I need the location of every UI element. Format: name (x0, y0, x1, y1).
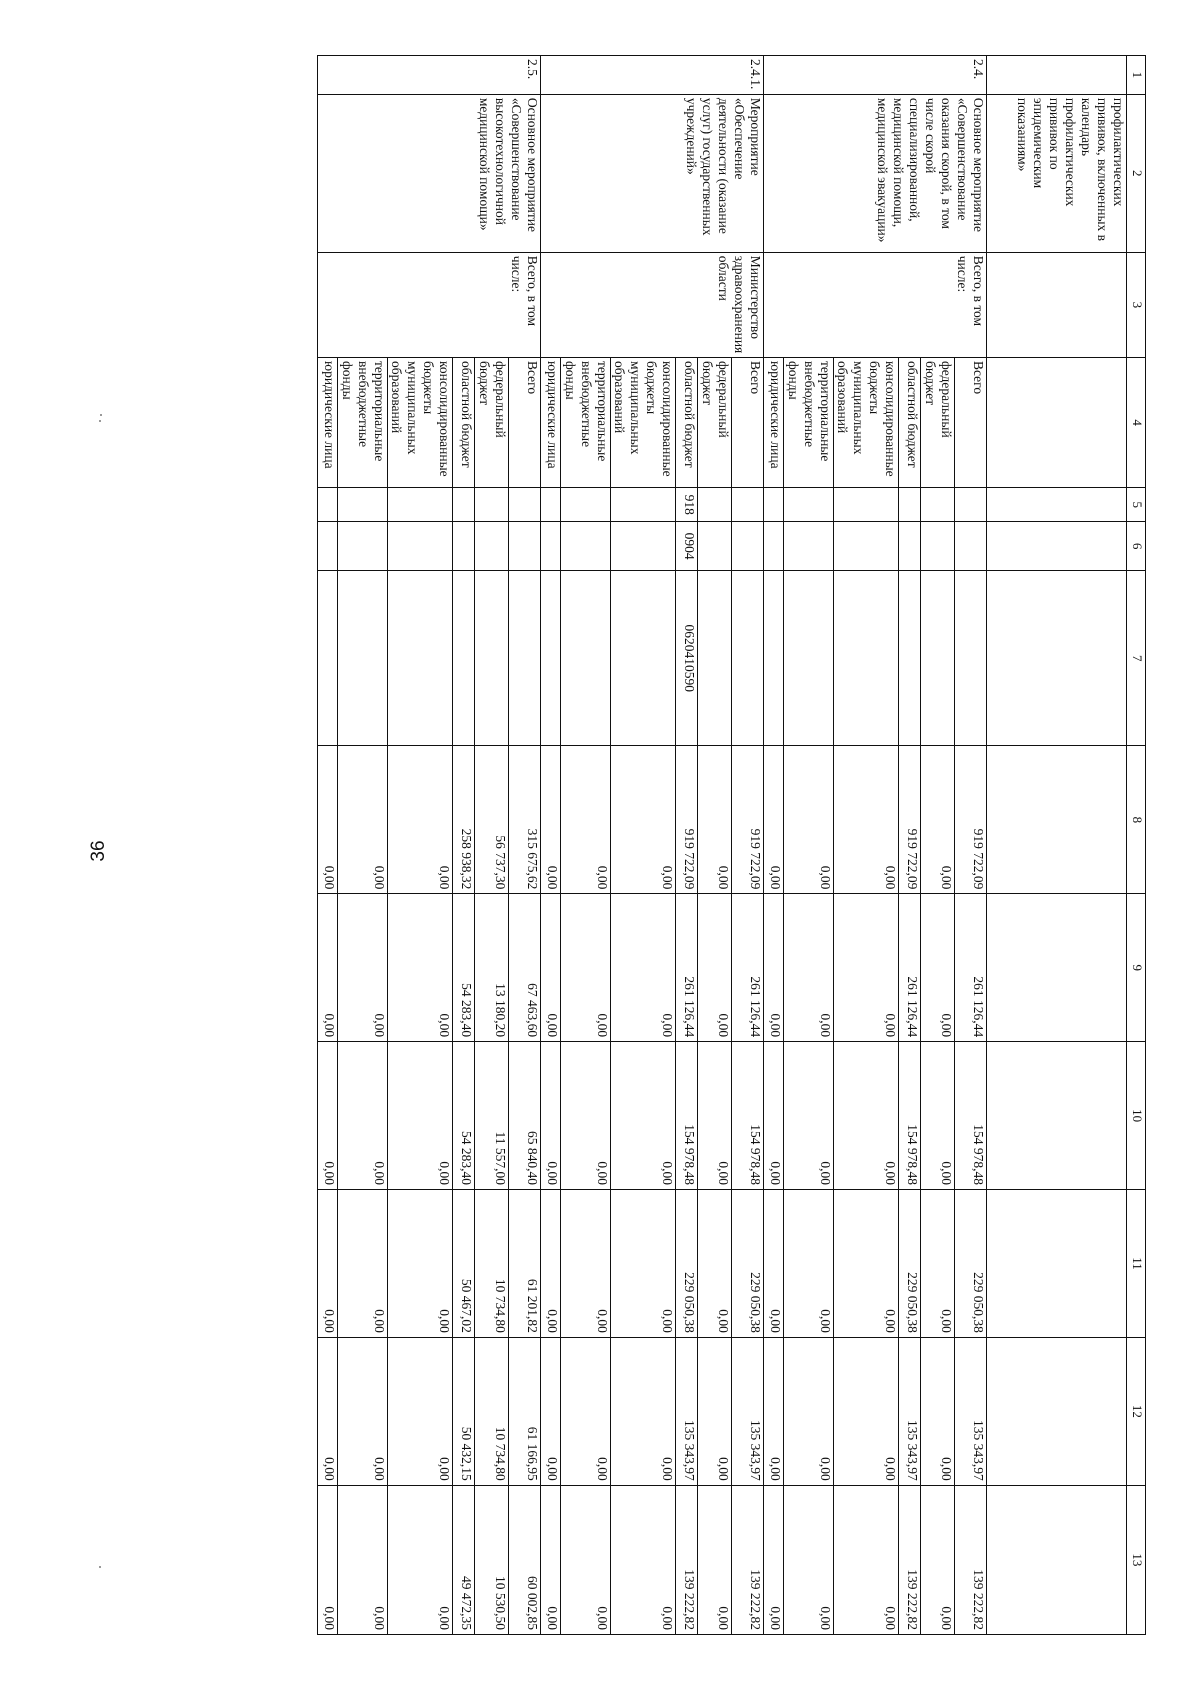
executor: Всего, в том числе: (318, 252, 541, 357)
code-rzpr (732, 522, 764, 571)
table-row (509, 56, 541, 1635)
funding-source: областной бюджет (899, 358, 921, 488)
item-name: профилактических прививок, включенных в календарь профилактических прививок по эпидемическим показаниям» (987, 94, 1127, 252)
amount-year-5: 60 002,85 (509, 1485, 541, 1634)
amount-year-3: 0,00 (338, 1190, 388, 1338)
code-csr (899, 571, 921, 746)
amount-year-3: 50 467,02 (453, 1190, 475, 1338)
amount-year-5: 0,00 (834, 1485, 899, 1634)
amount-year-2: 0,00 (611, 1042, 676, 1190)
code-csr (541, 571, 561, 746)
amount-year-5: 139 222,82 (676, 1485, 698, 1634)
column-number-cell: 4 (1127, 358, 1146, 488)
amount-year-2: 0,00 (764, 1042, 784, 1190)
amount-total: 919 722,09 (732, 746, 764, 894)
executor: Всего, в том числе: (764, 252, 987, 357)
amount-year-5: 49 472,35 (453, 1485, 475, 1634)
amount-year-5: 10 530,50 (475, 1485, 509, 1634)
amount-year-2: 0,00 (698, 1042, 732, 1190)
amount-year-4: 50 432,15 (453, 1337, 475, 1485)
code-grbs (509, 488, 541, 522)
amount-year-1: 0,00 (764, 894, 784, 1042)
item-name: Основное мероприятие «Совершенствование высокотехнологичной медицинской помощи» (318, 94, 541, 252)
code-rzpr (955, 522, 987, 571)
funding-source: консолидированные бюджеты муниципальных образований (611, 358, 676, 488)
item-number: 2.5. (318, 56, 541, 95)
item-name: Основное мероприятие «Совершенствование оказания скорой, в том числе скорой специализированной, медицинской помощи, медицинской эвакуации» (764, 94, 987, 252)
amount-total: 919 722,09 (955, 746, 987, 894)
item-number (987, 56, 1127, 95)
funding-source: областной бюджет (453, 358, 475, 488)
code-rzpr (899, 522, 921, 571)
column-number-cell: 11 (1127, 1190, 1146, 1338)
column-number-cell: 9 (1127, 894, 1146, 1042)
code-rzpr (921, 522, 955, 571)
amount-total: 919 722,09 (676, 746, 698, 894)
amount-year-2: 0,00 (784, 1042, 834, 1190)
code-csr (764, 571, 784, 746)
column-number-cell: 8 (1127, 746, 1146, 894)
funding-source: Всего (509, 358, 541, 488)
code-csr (732, 571, 764, 746)
code-rzpr (784, 522, 834, 571)
scan-speck (99, 1566, 101, 1568)
amount-year-5: 0,00 (338, 1485, 388, 1634)
code-grbs (561, 488, 611, 522)
code-csr (611, 571, 676, 746)
code-grbs (453, 488, 475, 522)
amount-year-5: 139 222,82 (732, 1485, 764, 1634)
code-rzpr (475, 522, 509, 571)
column-number-cell: 12 (1127, 1337, 1146, 1485)
amount-year-2: 0,00 (318, 1042, 338, 1190)
table-row (732, 56, 764, 1635)
funding-source: федеральный бюджет (475, 358, 509, 488)
code-csr (475, 571, 509, 746)
code-grbs (834, 488, 899, 522)
amount-year-2: 0,00 (338, 1042, 388, 1190)
code-csr (509, 571, 541, 746)
amount-year-4: 135 343,97 (732, 1337, 764, 1485)
amount-year-3: 0,00 (834, 1190, 899, 1338)
code-grbs (732, 488, 764, 522)
amount-total: 0,00 (338, 746, 388, 894)
funding-source: консолидированные бюджеты муниципальных образований (834, 358, 899, 488)
code-grbs (784, 488, 834, 522)
code-grbs (318, 488, 338, 522)
amount-year-1: 261 126,44 (899, 894, 921, 1042)
column-number-cell: 3 (1127, 252, 1146, 357)
amount-year-4: 0,00 (318, 1337, 338, 1485)
amount-year-5: 0,00 (764, 1485, 784, 1634)
code-rzpr (318, 522, 338, 571)
amount-year-3: 0,00 (784, 1190, 834, 1338)
amount-year-2: 0,00 (921, 1042, 955, 1190)
amount-year-4: 61 166,95 (509, 1337, 541, 1485)
code-grbs: 918 (676, 488, 698, 522)
column-number-row (1127, 56, 1146, 1635)
code-grbs (338, 488, 388, 522)
amount-total: 0,00 (541, 746, 561, 894)
amount-year-3: 0,00 (318, 1190, 338, 1338)
amount-year-2: 0,00 (388, 1042, 453, 1190)
amount-year-1: 54 283,40 (453, 894, 475, 1042)
amount-year-1: 0,00 (698, 894, 732, 1042)
code-csr (561, 571, 611, 746)
code-csr (698, 571, 732, 746)
amount-year-4: 0,00 (698, 1337, 732, 1485)
amount-year-1: 0,00 (388, 894, 453, 1042)
code-grbs (611, 488, 676, 522)
amount-year-3: 0,00 (611, 1190, 676, 1338)
amount-year-4: 0,00 (834, 1337, 899, 1485)
scan-speck (99, 420, 101, 422)
funding-source: территориальные внебюджетные фонды (338, 358, 388, 488)
item-number: 2.4.1. (541, 56, 764, 95)
code-rzpr (388, 522, 453, 571)
amount-year-3: 229 050,38 (899, 1190, 921, 1338)
amount-year-5: 0,00 (611, 1485, 676, 1634)
amount-total: 258 938,32 (453, 746, 475, 894)
amount-year-1: 0,00 (921, 894, 955, 1042)
amount-year-2: 154 978,48 (899, 1042, 921, 1190)
amount-year-3: 10 734,80 (475, 1190, 509, 1338)
column-number-cell: 1 (1127, 56, 1146, 95)
amount-total: 315 675,62 (509, 746, 541, 894)
executor: Министерство здравоохранения области (541, 252, 764, 357)
code-rzpr (561, 522, 611, 571)
budget-table (317, 55, 1146, 1635)
amount-total: 56 737,30 (475, 746, 509, 894)
amount-year-2: 11 557,00 (475, 1042, 509, 1190)
table-row (955, 56, 987, 1635)
amount-year-4: 0,00 (541, 1337, 561, 1485)
amount-year-4: 0,00 (611, 1337, 676, 1485)
amount-year-3: 0,00 (388, 1190, 453, 1338)
amount-year-5: 0,00 (561, 1485, 611, 1634)
funding-source: юридические лица (764, 358, 784, 488)
funding-source: федеральный бюджет (921, 358, 955, 488)
funding-source: территориальные внебюджетные фонды (784, 358, 834, 488)
amount-year-5: 139 222,82 (899, 1485, 921, 1634)
amount-year-4: 0,00 (921, 1337, 955, 1485)
funding-source: федеральный бюджет (698, 358, 732, 488)
amount-year-5: 0,00 (698, 1485, 732, 1634)
amount-year-1: 0,00 (318, 894, 338, 1042)
code-grbs (475, 488, 509, 522)
amount-total: 0,00 (764, 746, 784, 894)
funding-source: Всего (732, 358, 764, 488)
code-grbs (921, 488, 955, 522)
column-number-cell: 2 (1127, 94, 1146, 252)
continuation-row (987, 56, 1127, 1635)
code-rzpr (834, 522, 899, 571)
code-csr (784, 571, 834, 746)
amount-year-1: 261 126,44 (732, 894, 764, 1042)
amount-year-2: 0,00 (834, 1042, 899, 1190)
code-csr (834, 571, 899, 746)
amount-year-1: 0,00 (338, 894, 388, 1042)
amount-total: 0,00 (921, 746, 955, 894)
amount-year-1: 67 463,60 (509, 894, 541, 1042)
amount-year-2: 0,00 (541, 1042, 561, 1190)
code-rzpr (453, 522, 475, 571)
amount-year-3: 0,00 (921, 1190, 955, 1338)
code-rzpr (611, 522, 676, 571)
amount-year-2: 54 283,40 (453, 1042, 475, 1190)
code-rzpr: 0904 (676, 522, 698, 571)
scan-speck (100, 414, 102, 416)
funding-source: областной бюджет (676, 358, 698, 488)
funding-source: юридические лица (318, 358, 338, 488)
code-grbs (764, 488, 784, 522)
code-csr: 0620410590 (676, 571, 698, 746)
code-rzpr (698, 522, 732, 571)
code-csr (318, 571, 338, 746)
column-number-cell: 7 (1127, 571, 1146, 746)
amount-total: 0,00 (784, 746, 834, 894)
item-name: Мероприятие «Обеспечение деятельности (оказание услуг) государственных учреждений» (541, 94, 764, 252)
column-number-cell: 10 (1127, 1042, 1146, 1190)
column-number-cell: 5 (1127, 488, 1146, 522)
executor (987, 252, 1127, 357)
amount-year-3: 0,00 (698, 1190, 732, 1338)
code-csr (955, 571, 987, 746)
amount-year-4: 135 343,97 (899, 1337, 921, 1485)
page-number: 36 (88, 840, 109, 862)
amount-year-2: 154 978,48 (676, 1042, 698, 1190)
amount-year-1: 0,00 (561, 894, 611, 1042)
code-csr (388, 571, 453, 746)
code-rzpr (764, 522, 784, 571)
amount-year-3: 0,00 (541, 1190, 561, 1338)
amount-year-3: 229 050,38 (732, 1190, 764, 1338)
amount-total: 0,00 (561, 746, 611, 894)
amount-year-3: 0,00 (764, 1190, 784, 1338)
amount-total: 0,00 (834, 746, 899, 894)
amount-year-3: 229 050,38 (955, 1190, 987, 1338)
amount-year-2: 0,00 (561, 1042, 611, 1190)
code-grbs (955, 488, 987, 522)
amount-year-2: 154 978,48 (955, 1042, 987, 1190)
code-rzpr (338, 522, 388, 571)
amount-year-4: 0,00 (338, 1337, 388, 1485)
amount-year-5: 139 222,82 (955, 1485, 987, 1634)
amount-year-4: 0,00 (388, 1337, 453, 1485)
amount-year-2: 154 978,48 (732, 1042, 764, 1190)
amount-year-3: 0,00 (561, 1190, 611, 1338)
funding-source: консолидированные бюджеты муниципальных образований (388, 358, 453, 488)
amount-total: 0,00 (611, 746, 676, 894)
amount-year-4: 0,00 (561, 1337, 611, 1485)
column-number-cell: 13 (1127, 1485, 1146, 1634)
amount-year-4: 0,00 (784, 1337, 834, 1485)
amount-year-4: 135 343,97 (955, 1337, 987, 1485)
amount-year-4: 10 734,80 (475, 1337, 509, 1485)
code-grbs (541, 488, 561, 522)
code-grbs (698, 488, 732, 522)
amount-total: 0,00 (388, 746, 453, 894)
code-rzpr (541, 522, 561, 571)
funding-source: территориальные внебюджетные фонды (561, 358, 611, 488)
funding-source: юридические лица (541, 358, 561, 488)
code-rzpr (509, 522, 541, 571)
amount-year-3: 61 201,82 (509, 1190, 541, 1338)
amount-year-5: 0,00 (318, 1485, 338, 1634)
code-grbs (899, 488, 921, 522)
amount-year-5: 0,00 (784, 1485, 834, 1634)
funding-source: Всего (955, 358, 987, 488)
amount-year-1: 0,00 (541, 894, 561, 1042)
code-grbs (388, 488, 453, 522)
amount-year-1: 0,00 (834, 894, 899, 1042)
amount-year-5: 0,00 (388, 1485, 453, 1634)
amount-year-4: 135 343,97 (676, 1337, 698, 1485)
amount-year-2: 65 840,40 (509, 1042, 541, 1190)
amount-total: 919 722,09 (899, 746, 921, 894)
amount-year-3: 229 050,38 (676, 1190, 698, 1338)
amount-year-5: 0,00 (541, 1485, 561, 1634)
amount-year-5: 0,00 (921, 1485, 955, 1634)
code-csr (338, 571, 388, 746)
amount-year-1: 0,00 (784, 894, 834, 1042)
amount-year-1: 261 126,44 (955, 894, 987, 1042)
amount-total: 0,00 (318, 746, 338, 894)
code-csr (921, 571, 955, 746)
amount-year-1: 261 126,44 (676, 894, 698, 1042)
amount-year-1: 0,00 (611, 894, 676, 1042)
amount-year-1: 13 180,20 (475, 894, 509, 1042)
rotated-table-wrapper (162, 55, 1146, 1635)
amount-year-4: 0,00 (764, 1337, 784, 1485)
column-number-cell: 6 (1127, 522, 1146, 571)
amount-total: 0,00 (698, 746, 732, 894)
item-number: 2.4. (764, 56, 987, 95)
code-csr (453, 571, 475, 746)
